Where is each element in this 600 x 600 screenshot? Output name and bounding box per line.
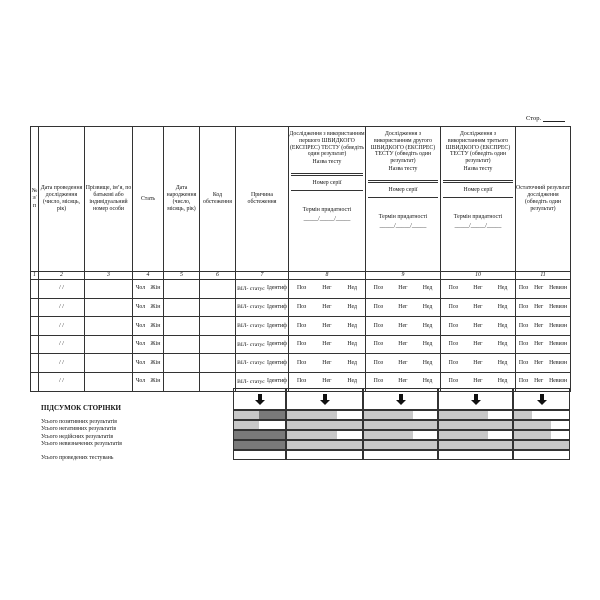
summary-negative: Усього негативних результатів (41, 426, 117, 433)
positive-option[interactable]: Поз (448, 285, 459, 292)
sex-female-option[interactable]: Жін (150, 341, 161, 348)
row-reason-cell (236, 298, 289, 317)
test2-name-label: Назва тесту (388, 166, 418, 173)
row-sex-cell (133, 335, 164, 354)
column-numbers-row (31, 272, 571, 280)
row-final-cell (516, 317, 571, 336)
summary-total: Усього проведених тестувань (41, 454, 114, 461)
negative-option[interactable]: Нег (473, 285, 483, 292)
row-reason-cell (236, 317, 289, 336)
row-no-cell[interactable] (31, 335, 39, 354)
hiv-status-option[interactable]: ВІЛ- статус (237, 285, 265, 292)
column-number: 3 (85, 272, 133, 280)
test3-expiry-label: Термін придатності (453, 213, 503, 220)
invalid-option[interactable]: Нед (422, 341, 433, 348)
row-no-cell[interactable] (31, 372, 39, 391)
row-test2-cell (366, 354, 441, 373)
invalid-option[interactable]: Нед (347, 285, 357, 292)
invalid-option[interactable]: Нед (347, 303, 357, 310)
negative-option[interactable]: Нег (534, 285, 544, 292)
test2-title: Дослідження з використанням другого ШВИДКОГО (ЕКСПРЕС) ТЕСТУ (обведіть один результат) (370, 131, 436, 165)
negative-option[interactable]: Нег (534, 341, 544, 348)
row-birth-cell[interactable] (164, 280, 200, 299)
positive-option[interactable]: Поз (518, 285, 529, 292)
sex-female-option[interactable]: Жін (150, 285, 161, 292)
undetermined-option[interactable]: Невизн (549, 285, 568, 292)
negative-option[interactable]: Нег (473, 341, 483, 348)
header-test3 (441, 127, 516, 272)
row-reason-cell (236, 335, 289, 354)
undetermined-option[interactable]: Невизн (549, 322, 568, 329)
header-code: Код обстеження (200, 127, 236, 272)
table-row (31, 335, 571, 354)
column-number: 2 (39, 272, 85, 280)
positive-option[interactable]: Поз (296, 285, 307, 292)
column-number: 1 (31, 272, 39, 280)
row-sex-cell (133, 354, 164, 373)
header-birth: Дата народження (число, місяць, рік) (164, 127, 200, 272)
row-test2-cell (366, 335, 441, 354)
row-date-cell[interactable]: / / (39, 354, 85, 373)
positive-option[interactable]: Поз (296, 303, 307, 310)
test1-title: Дослідження з використанням першого ШВИДКОГО (ЕКСПРЕС) ТЕСТУ (обведіть один результат) (289, 131, 365, 158)
positive-option[interactable]: Поз (296, 341, 307, 348)
table-row (31, 280, 571, 299)
negative-option[interactable]: Нег (398, 285, 408, 292)
summary-positive: Усього позитивних результатів (41, 418, 117, 425)
positive-option[interactable]: Поз (373, 285, 384, 292)
row-date-cell[interactable]: / / (39, 317, 85, 336)
row-name-cell[interactable] (85, 317, 133, 336)
invalid-option[interactable]: Нед (422, 322, 433, 329)
negative-option[interactable]: Нег (534, 378, 544, 385)
row-date-cell[interactable]: / / (39, 280, 85, 299)
negative-option[interactable]: Нег (398, 322, 408, 329)
table-row (31, 354, 571, 373)
identification-option[interactable]: Ідентиф (266, 303, 287, 310)
test3-expiry-blanks[interactable]: _____/_____/_____ (454, 222, 502, 229)
identification-option[interactable]: Ідентиф (266, 378, 287, 385)
positive-option[interactable]: Поз (296, 378, 307, 385)
row-test1-cell (289, 354, 366, 373)
test3-name-label: Назва тесту (463, 166, 493, 173)
hiv-status-option[interactable]: ВІЛ- статус (237, 378, 265, 385)
row-no-cell[interactable] (31, 298, 39, 317)
negative-option[interactable]: Нег (322, 341, 332, 348)
positive-option[interactable]: Поз (373, 359, 384, 366)
summary-undetermined: Усього невизначених результатів (41, 441, 122, 448)
page-summary (41, 404, 122, 462)
invalid-option[interactable]: Нед (347, 341, 357, 348)
invalid-option[interactable]: Нед (497, 303, 508, 310)
row-code-cell[interactable] (200, 317, 236, 336)
row-code-cell[interactable] (200, 298, 236, 317)
positive-option[interactable]: Поз (448, 341, 459, 348)
header-test1 (289, 127, 366, 272)
test1-name-label: Назва тесту (312, 159, 342, 166)
positive-option[interactable]: Поз (373, 303, 384, 310)
positive-option[interactable]: Поз (518, 341, 529, 348)
row-reason-cell (236, 280, 289, 299)
row-code-cell[interactable] (200, 335, 236, 354)
invalid-option[interactable]: Нед (347, 359, 357, 366)
identification-option[interactable]: Ідентиф (266, 322, 287, 329)
sex-female-option[interactable]: Жін (150, 322, 161, 329)
row-date-cell[interactable]: / / (39, 298, 85, 317)
row-test2-cell (366, 298, 441, 317)
negative-option[interactable]: Нег (322, 285, 332, 292)
test2-expiry-blanks[interactable]: _____/_____/_____ (379, 222, 427, 229)
invalid-option[interactable]: Нед (422, 378, 433, 385)
row-test2-cell (366, 317, 441, 336)
positive-option[interactable]: Поз (448, 303, 459, 310)
row-sex-cell (133, 280, 164, 299)
row-final-cell (516, 335, 571, 354)
row-test3-cell (441, 280, 516, 299)
negative-option[interactable]: Нег (534, 322, 544, 329)
table-row (31, 317, 571, 336)
positive-option[interactable]: Поз (448, 322, 459, 329)
row-test3-cell (441, 335, 516, 354)
row-no-cell[interactable] (31, 280, 39, 299)
negative-option[interactable]: Нег (473, 359, 483, 366)
hiv-status-option[interactable]: ВІЛ- статус (237, 341, 265, 348)
row-test1-cell (289, 317, 366, 336)
identification-option[interactable]: Ідентиф (266, 341, 287, 348)
positive-option[interactable]: Поз (373, 322, 384, 329)
row-birth-cell[interactable] (164, 298, 200, 317)
row-birth-cell[interactable] (164, 372, 200, 391)
page-number-blank[interactable] (543, 115, 565, 122)
negative-option[interactable]: Нег (473, 322, 483, 329)
negative-option[interactable]: Нег (534, 359, 544, 366)
summary-title: ПІДСУМОК СТОРІНКИ (41, 404, 122, 412)
row-final-cell (516, 354, 571, 373)
sex-male-option[interactable]: Чол (135, 322, 146, 329)
sex-male-option[interactable]: Чол (135, 359, 146, 366)
column-number: 11 (516, 272, 571, 280)
row-test1-cell (289, 335, 366, 354)
register-table (30, 126, 571, 392)
positive-option[interactable]: Поз (373, 341, 384, 348)
row-code-cell[interactable] (200, 372, 236, 391)
row-name-cell[interactable] (85, 335, 133, 354)
row-sex-cell (133, 317, 164, 336)
row-name-cell[interactable] (85, 354, 133, 373)
invalid-option[interactable]: Нед (422, 285, 433, 292)
column-number: 5 (164, 272, 200, 280)
row-no-cell[interactable] (31, 354, 39, 373)
header-date: Дата проведення дослідження (число, місяць, рік) (39, 127, 85, 272)
negative-option[interactable]: Нег (473, 303, 483, 310)
row-date-cell[interactable]: / / (39, 372, 85, 391)
hiv-status-option[interactable]: ВІЛ- статус (237, 304, 265, 311)
invalid-option[interactable]: Нед (347, 322, 357, 329)
negative-option[interactable]: Нег (322, 303, 332, 310)
test1-series-label: Номер серії (312, 180, 342, 187)
negative-option[interactable]: Нег (322, 378, 332, 385)
column-number: 7 (236, 272, 289, 280)
summary-grid-cell[interactable] (233, 449, 570, 451)
summary-grid-cell[interactable] (233, 439, 570, 441)
invalid-option[interactable]: Нед (497, 285, 508, 292)
column-number: 6 (200, 272, 236, 280)
positive-option[interactable]: Поз (373, 378, 384, 385)
row-sex-cell (133, 372, 164, 391)
row-name-cell[interactable] (85, 372, 133, 391)
header-final: Остаточний результат дослідження (обведіть один результат) (516, 127, 571, 272)
undetermined-option[interactable]: Невизн (549, 303, 568, 310)
row-sex-cell (133, 298, 164, 317)
sex-female-option[interactable]: Жін (150, 359, 161, 366)
sex-male-option[interactable]: Чол (135, 341, 146, 348)
test1-expiry-label: Термін придатності (302, 206, 352, 213)
test3-title: Дослідження з використанням третього ШВИДКОГО (ЕКСПРЕС) ТЕСТУ (обведіть один результат) (445, 131, 511, 165)
invalid-option[interactable]: Нед (422, 359, 433, 366)
header-test2 (366, 127, 441, 272)
invalid-option[interactable]: Нед (497, 359, 508, 366)
negative-option[interactable]: Нег (473, 378, 483, 385)
positive-option[interactable]: Поз (296, 359, 307, 366)
positive-option[interactable]: Поз (518, 303, 529, 310)
row-birth-cell[interactable] (164, 335, 200, 354)
test1-expiry-blanks[interactable]: _____/_____/_____ (303, 215, 351, 222)
negative-option[interactable]: Нег (398, 303, 408, 310)
negative-option[interactable]: Нег (322, 359, 332, 366)
column-number: 10 (441, 272, 516, 280)
negative-option[interactable]: Нег (398, 359, 408, 366)
summary-grid-cell[interactable] (233, 409, 570, 411)
test2-series-label: Номер серії (388, 186, 418, 193)
header-reason: Причина обстеження (236, 127, 289, 272)
row-code-cell[interactable] (200, 354, 236, 373)
row-test1-cell (289, 298, 366, 317)
row-birth-cell[interactable] (164, 354, 200, 373)
summary-grid-cell[interactable] (233, 419, 570, 421)
negative-option[interactable]: Нег (534, 303, 544, 310)
sex-male-option[interactable]: Чол (135, 285, 146, 292)
summary-grid-cell[interactable] (233, 429, 570, 431)
positive-option[interactable]: Поз (448, 378, 459, 385)
column-number: 4 (133, 272, 164, 280)
positive-option[interactable]: Поз (296, 322, 307, 329)
positive-option[interactable]: Поз (518, 359, 529, 366)
row-birth-cell[interactable] (164, 317, 200, 336)
page-number-label: Стор. (526, 115, 565, 122)
summary-grid (233, 388, 570, 460)
sex-male-option[interactable]: Чол (135, 303, 146, 310)
row-test3-cell (441, 354, 516, 373)
invalid-option[interactable]: Нед (497, 341, 508, 348)
row-no-cell[interactable] (31, 317, 39, 336)
positive-option[interactable]: Поз (448, 359, 459, 366)
row-name-cell[interactable] (85, 298, 133, 317)
undetermined-option[interactable]: Невизн (549, 378, 568, 385)
hiv-status-option[interactable]: ВІЛ- статус (237, 322, 265, 329)
positive-option[interactable]: Поз (518, 378, 529, 385)
row-name-cell[interactable] (85, 280, 133, 299)
summary-invalid: Усього недійсних результатів (41, 433, 114, 440)
row-test2-cell (366, 280, 441, 299)
sex-male-option[interactable]: Чол (135, 378, 146, 385)
sex-female-option[interactable]: Жін (150, 303, 161, 310)
row-code-cell[interactable] (200, 280, 236, 299)
undetermined-option[interactable]: Невизн (549, 341, 568, 348)
header-sex: Стать (133, 127, 164, 272)
undetermined-option[interactable]: Невизн (549, 359, 568, 366)
invalid-option[interactable]: Нед (347, 378, 357, 385)
identification-option[interactable]: Ідентиф (266, 285, 287, 292)
negative-option[interactable]: Нег (398, 341, 408, 348)
row-reason-cell (236, 354, 289, 373)
negative-option[interactable]: Нег (322, 322, 332, 329)
row-test1-cell (289, 280, 366, 299)
hiv-status-option[interactable]: ВІЛ- статус (237, 360, 265, 367)
row-final-cell (516, 280, 571, 299)
test3-series-label: Номер серії (463, 186, 493, 193)
row-date-cell[interactable]: / / (39, 335, 85, 354)
row-test3-cell (441, 298, 516, 317)
sex-female-option[interactable]: Жін (150, 378, 161, 385)
invalid-option[interactable]: Нед (497, 378, 508, 385)
negative-option[interactable]: Нег (398, 378, 408, 385)
table-row (31, 298, 571, 317)
test2-expiry-label: Термін придатності (378, 213, 428, 220)
row-test3-cell (441, 317, 516, 336)
positive-option[interactable]: Поз (518, 322, 529, 329)
row-final-cell (516, 298, 571, 317)
column-number: 8 (289, 272, 366, 280)
invalid-option[interactable]: Нед (497, 322, 508, 329)
column-number: 9 (366, 272, 441, 280)
identification-option[interactable]: Ідентиф (266, 359, 287, 366)
invalid-option[interactable]: Нед (422, 303, 433, 310)
header-no: № з/п (31, 127, 39, 272)
header-name: Прізвище, ім’я, по батькові або індивідуальний номер особи (85, 127, 133, 272)
